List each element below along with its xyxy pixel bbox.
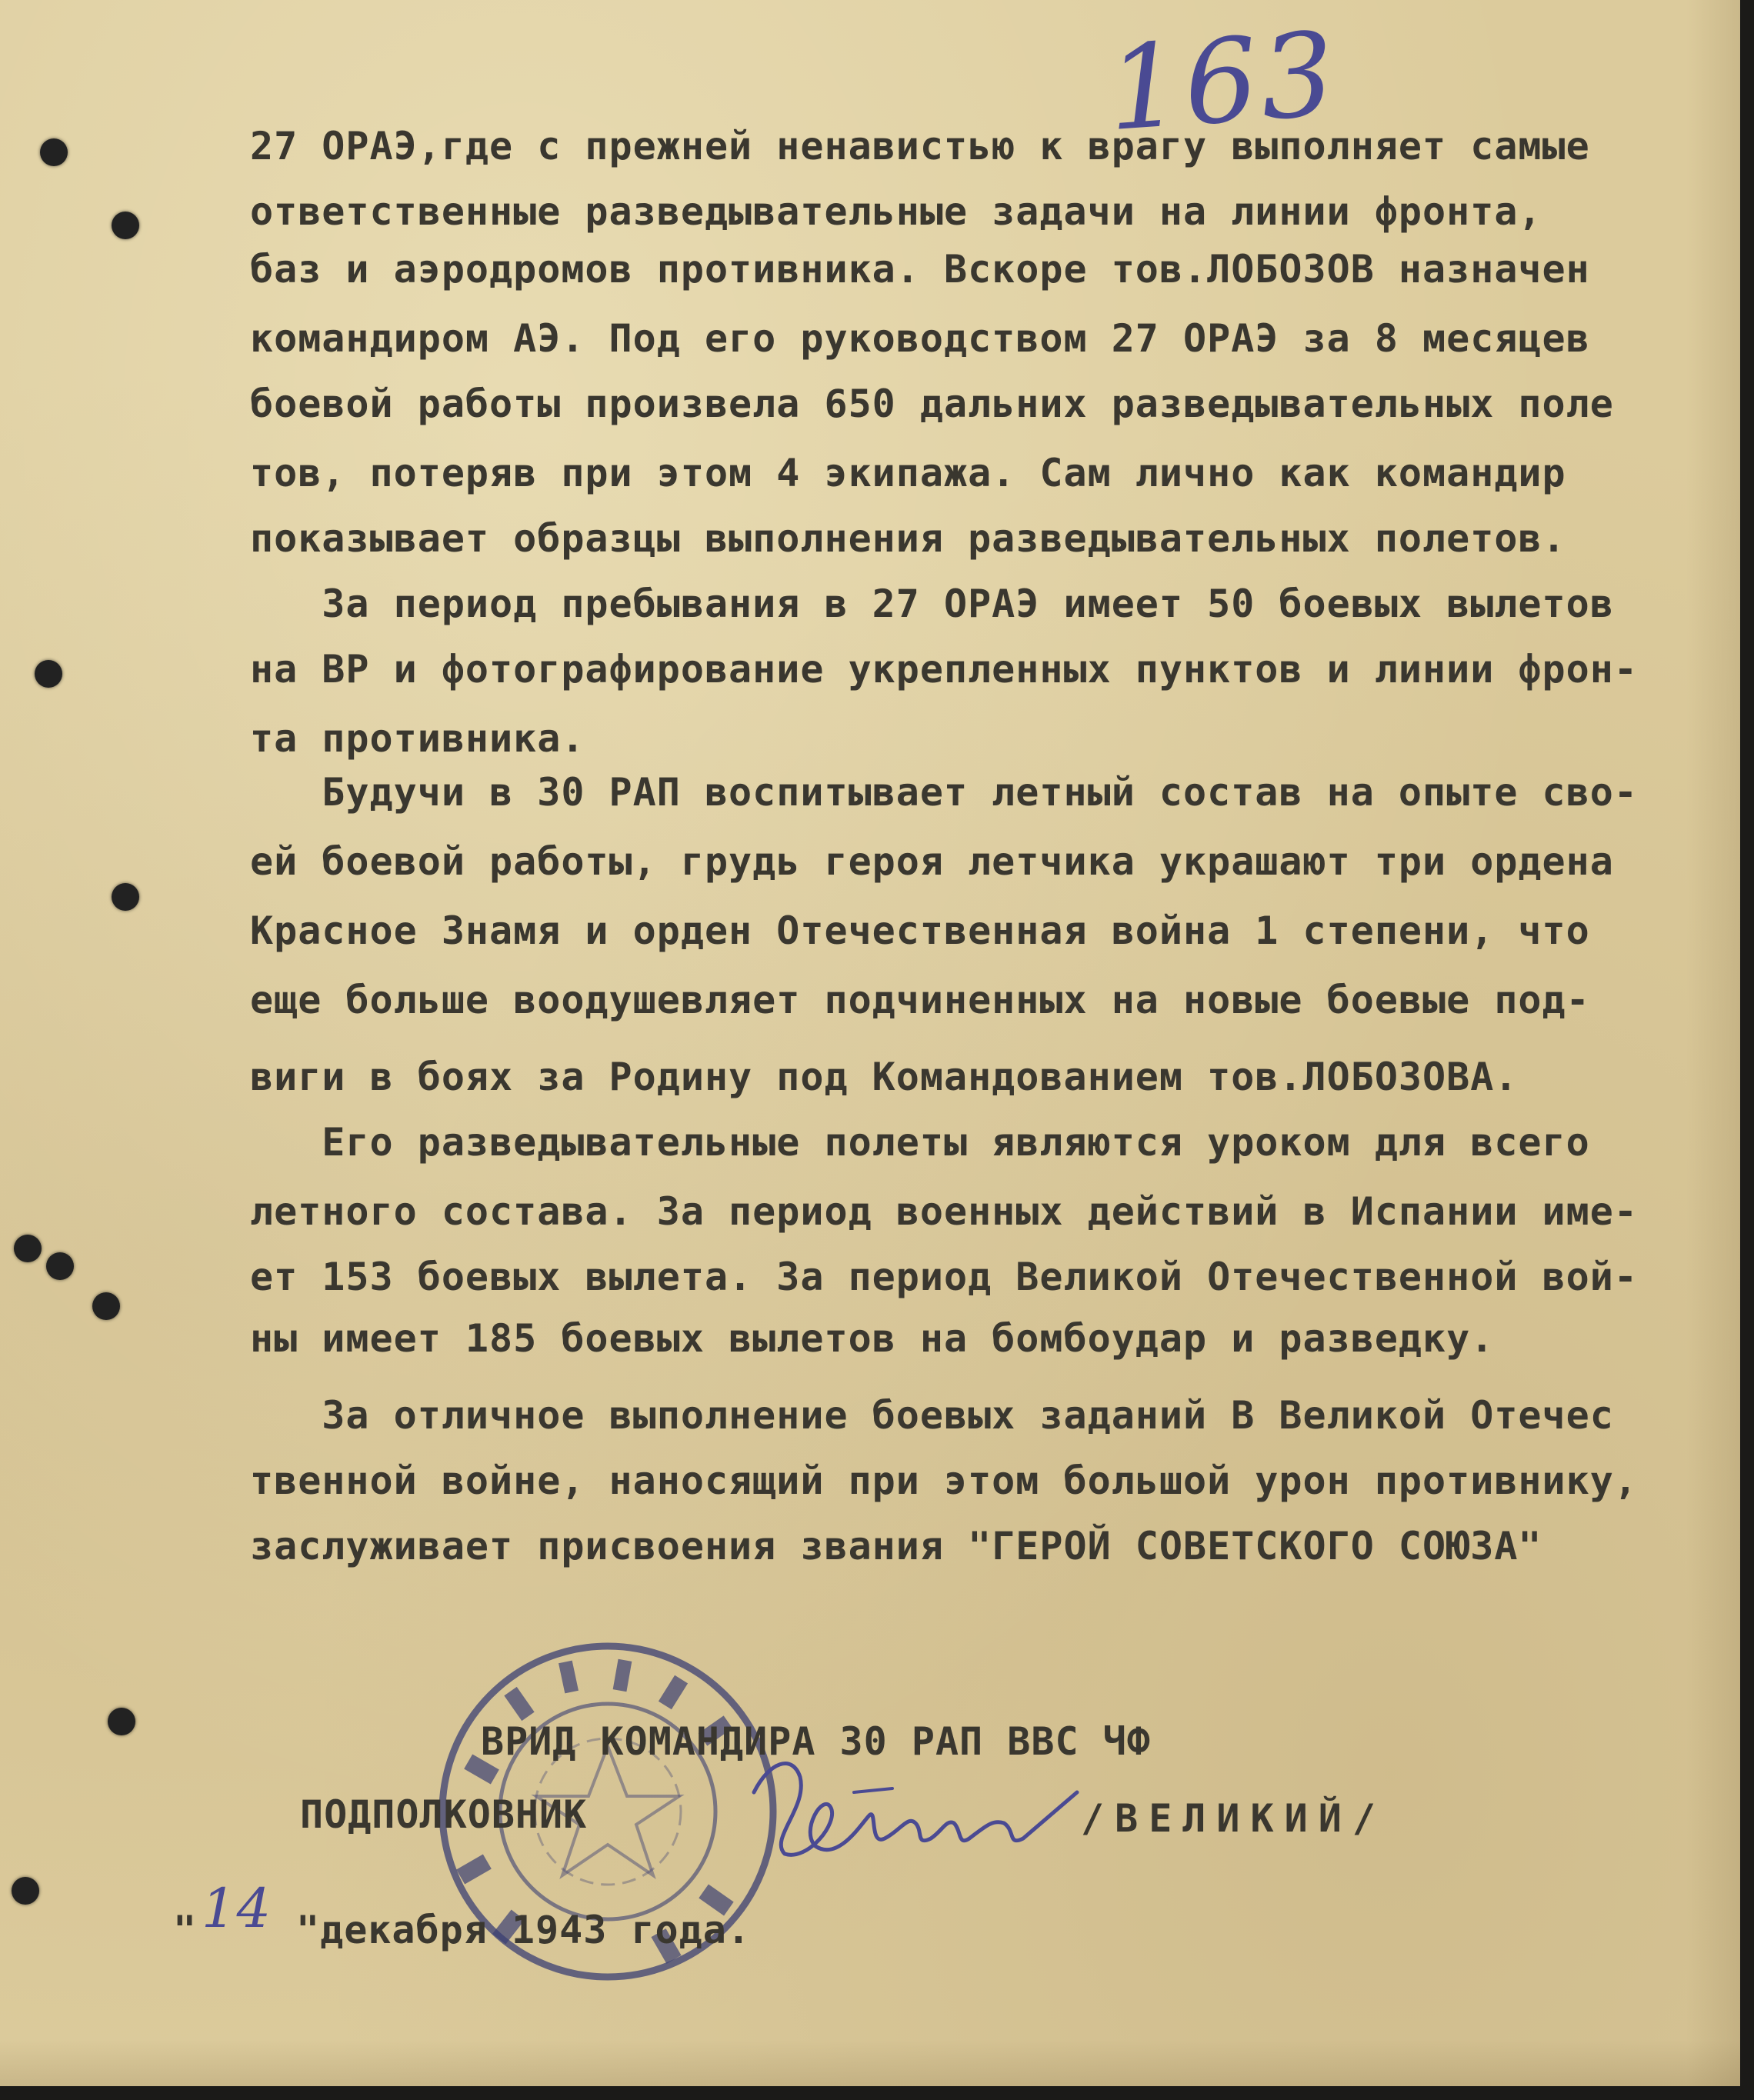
body-line: командиром АЭ. Под его руководством 27 ОРАЭ за 8 месяцев — [250, 316, 1590, 361]
punch-hole — [108, 1708, 135, 1735]
date-rest: "декабря 1943 года. — [296, 1908, 751, 1952]
body-line: на ВР и фотографирование укрепленных пунктов и линии фрон- — [250, 647, 1638, 692]
handwritten-signature — [739, 1746, 1092, 1885]
body-line: летного состава. За период военных действий в Испании име- — [250, 1189, 1638, 1234]
body-line: виги в боях за Родину под Командованием тов.ЛОБОЗОВА. — [250, 1055, 1519, 1099]
body-line: еще больше воодушевляет подчиненных на новые боевые под- — [250, 978, 1590, 1022]
body-line: ей боевой работы, грудь героя летчика украшают три ордена — [250, 839, 1614, 884]
punch-hole — [35, 660, 62, 688]
signature-position: ВРИД КОМАНДИРА 30 РАП ВВС ЧФ — [481, 1719, 1151, 1764]
signature-rank: ПОДПОЛКОВНИК — [300, 1792, 588, 1837]
paper-edge-shadow — [1686, 0, 1740, 2086]
signature-name: /ВЕЛИКИЙ/ — [1081, 1796, 1386, 1841]
punch-hole — [112, 883, 139, 911]
body-line: 27 ОРАЭ,где с прежней ненавистью к врагу выполняет самые — [250, 124, 1590, 168]
body-line: боевой работы произвела 650 дальних разведывательных поле — [250, 382, 1614, 426]
date-open-quote: " — [173, 1908, 198, 1952]
body-line: твенной войне, наносящий при этом большой урон противнику, — [250, 1458, 1638, 1503]
body-line: ны имеет 185 боевых вылетов на бомбоудар и разведку. — [250, 1316, 1495, 1361]
punch-hole — [112, 212, 139, 239]
punch-hole — [46, 1252, 74, 1280]
paper-bottom-shadow — [0, 2040, 1740, 2086]
body-line: заслуживает присвоения звания "ГЕРОЙ СОВЕТСКОГО СОЮЗА" — [250, 1524, 1542, 1568]
body-line: баз и аэродромов противника. Вскоре тов.ЛОБОЗОВ назначен — [250, 247, 1590, 292]
body-line: ет 153 боевых вылета. За период Великой Отечественной вой- — [250, 1255, 1638, 1299]
punch-hole — [40, 138, 68, 166]
body-line: показывает образцы выполнения разведывательных полетов. — [250, 516, 1566, 561]
punch-hole — [12, 1877, 39, 1905]
punch-hole — [14, 1235, 42, 1262]
handwritten-page-number: 163 — [1103, 7, 1342, 158]
body-line: Будучи в 30 РАП воспитывает летный состав на опыте сво- — [250, 770, 1638, 815]
body-line: та противника. — [250, 716, 585, 761]
body-line: ответственные разведывательные задачи на линии фронта, — [250, 189, 1542, 234]
punch-hole — [92, 1292, 120, 1320]
body-line: Его разведывательные полеты являются уроком для всего — [250, 1120, 1590, 1165]
body-line: тов, потеряв при этом 4 экипажа. Сам лично как командир — [250, 451, 1566, 495]
body-line: Красное Знамя и орден Отечественная война 1 степени, что — [250, 908, 1590, 953]
body-line: За период пребывания в 27 ОРАЭ имеет 50 боевых вылетов — [250, 582, 1614, 626]
body-line: За отличное выполнение боевых заданий В Великой Отечес — [250, 1393, 1614, 1438]
date-day-handwritten: 14 — [202, 1877, 272, 1940]
